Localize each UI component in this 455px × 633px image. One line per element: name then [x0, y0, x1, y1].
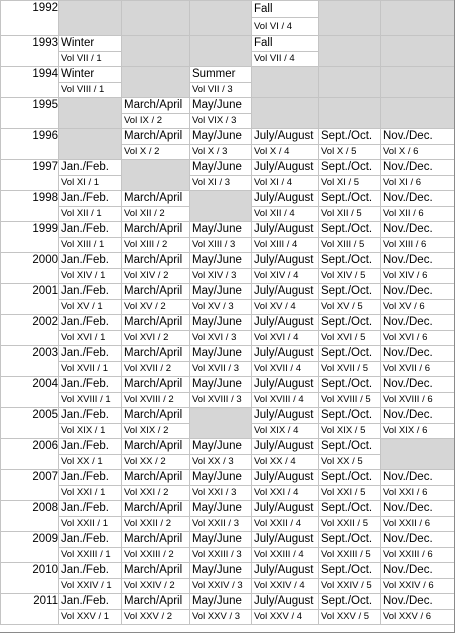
issue-volume-cell[interactable]: Vol XVII / 2: [122, 362, 190, 377]
issue-volume-cell[interactable]: Vol XXIII / 3: [190, 548, 252, 563]
issue-volume-cell[interactable]: Vol XII / 1: [59, 207, 122, 222]
year-row: [1, 563, 455, 579]
year-row: [1, 501, 455, 517]
issue-season-cell[interactable]: Sept./Oct.: [319, 160, 381, 176]
issue-volume-cell[interactable]: Vol XXV / 6: [381, 610, 455, 625]
issue-season-cell[interactable]: Jan./Feb.: [59, 532, 122, 548]
issue-season-cell[interactable]: Sept./Oct.: [319, 315, 381, 331]
issue-volume-cell[interactable]: Vol VIX / 3: [190, 114, 252, 129]
empty-cell[interactable]: [190, 36, 252, 67]
issue-season-cell[interactable]: July/August: [252, 408, 319, 424]
issue-season-cell[interactable]: March/April: [122, 129, 190, 145]
issue-volume-cell[interactable]: Vol XVII / 3: [190, 362, 252, 377]
year-cell[interactable]: 1997: [1, 160, 59, 191]
year-row: [1, 1, 455, 18]
year-cell[interactable]: 2007: [1, 470, 59, 501]
issue-volume-cell[interactable]: Vol XXII / 4: [252, 517, 319, 532]
issue-season-cell[interactable]: Sept./Oct.: [319, 346, 381, 362]
issue-volume-cell[interactable]: Vol XVI / 4: [252, 331, 319, 346]
issue-season-cell[interactable]: July/August: [252, 191, 319, 207]
year-cell[interactable]: 2005: [1, 408, 59, 439]
year-row: [1, 129, 455, 145]
issue-season-cell[interactable]: March/April: [122, 470, 190, 486]
issue-volume-cell[interactable]: Vol XXIII / 5: [319, 548, 381, 563]
issue-volume-cell[interactable]: Vol XV / 3: [190, 300, 252, 315]
empty-cell[interactable]: [319, 36, 381, 67]
issue-volume-cell[interactable]: Vol XIV / 3: [190, 269, 252, 284]
issue-volume-cell[interactable]: Vol XXIV / 3: [190, 579, 252, 594]
issue-volume-cell[interactable]: Vol X / 6: [381, 145, 455, 160]
issue-season-cell[interactable]: May/June: [190, 129, 252, 145]
year-row: [1, 36, 455, 52]
issue-season-cell[interactable]: Sept./Oct.: [319, 470, 381, 486]
year-row-volume: [1, 579, 455, 594]
issue-season-cell[interactable]: Sept./Oct.: [319, 532, 381, 548]
issue-season-cell[interactable]: May/June: [190, 532, 252, 548]
issue-volume-cell[interactable]: Vol XI / 4: [252, 176, 319, 191]
year-cell[interactable]: 2003: [1, 346, 59, 377]
issue-season-cell[interactable]: March/April: [122, 98, 190, 114]
issue-season-cell[interactable]: Jan./Feb.: [59, 377, 122, 393]
empty-cell[interactable]: [190, 1, 252, 36]
issue-volume-cell[interactable]: Vol XXII / 2: [122, 517, 190, 532]
issue-volume-cell[interactable]: Vol VII / 4: [252, 52, 319, 67]
issue-season-cell[interactable]: March/April: [122, 501, 190, 517]
issue-season-cell[interactable]: July/August: [252, 315, 319, 331]
issue-volume-cell[interactable]: Vol XXV / 1: [59, 610, 122, 625]
issue-season-cell[interactable]: May/June: [190, 594, 252, 610]
issue-season-cell[interactable]: May/June: [190, 98, 252, 114]
issue-volume-cell[interactable]: Vol XX / 5: [319, 455, 381, 470]
issue-season-cell[interactable]: Sept./Oct.: [319, 501, 381, 517]
year-row-volume: [1, 269, 455, 284]
year-cell[interactable]: 2000: [1, 253, 59, 284]
issue-season-cell[interactable]: Nov./Dec.: [381, 191, 455, 207]
year-row-volume: [1, 176, 455, 191]
issue-volume-cell[interactable]: Vol XIX / 6: [381, 424, 455, 439]
issue-volume-cell[interactable]: Vol XVI / 3: [190, 331, 252, 346]
issue-season-cell[interactable]: May/June: [190, 563, 252, 579]
empty-cell[interactable]: [190, 408, 252, 439]
issue-volume-cell[interactable]: Vol XXIII / 2: [122, 548, 190, 563]
issue-season-cell[interactable]: Nov./Dec.: [381, 346, 455, 362]
issue-season-cell[interactable]: Nov./Dec.: [381, 129, 455, 145]
issue-season-cell[interactable]: Nov./Dec.: [381, 253, 455, 269]
issue-season-cell[interactable]: July/August: [252, 501, 319, 517]
issue-volume-cell[interactable]: Vol XIII / 6: [381, 238, 455, 253]
issue-season-cell[interactable]: Sept./Oct.: [319, 129, 381, 145]
empty-cell[interactable]: [190, 191, 252, 222]
issue-volume-cell[interactable]: Vol XVIII / 5: [319, 393, 381, 408]
issue-season-cell[interactable]: March/April: [122, 222, 190, 238]
year-cell[interactable]: 1992: [1, 1, 59, 36]
issue-volume-cell[interactable]: Vol XIX / 2: [122, 424, 190, 439]
issue-season-cell[interactable]: July/August: [252, 129, 319, 145]
issue-volume-cell[interactable]: Vol XVII / 4: [252, 362, 319, 377]
issue-volume-cell[interactable]: Vol XI / 6: [381, 176, 455, 191]
year-row: [1, 98, 455, 114]
issue-volume-cell[interactable]: Vol XX / 2: [122, 455, 190, 470]
issue-season-cell[interactable]: Winter: [59, 36, 122, 52]
issue-volume-cell[interactable]: Vol XVI / 1: [59, 331, 122, 346]
year-cell[interactable]: 2006: [1, 439, 59, 470]
issue-volume-cell[interactable]: Vol XXIV / 6: [381, 579, 455, 594]
issue-season-cell[interactable]: July/August: [252, 532, 319, 548]
issue-volume-cell[interactable]: Vol XIV / 2: [122, 269, 190, 284]
empty-cell[interactable]: [59, 98, 122, 129]
issue-volume-cell[interactable]: Vol XV / 6: [381, 300, 455, 315]
issue-season-cell[interactable]: July/August: [252, 284, 319, 300]
issue-volume-cell[interactable]: Vol XIII / 4: [252, 238, 319, 253]
year-row-volume: [1, 517, 455, 532]
empty-cell[interactable]: [122, 67, 190, 98]
issue-volume-cell[interactable]: Vol XI / 1: [59, 176, 122, 191]
issue-volume-cell[interactable]: Vol XVII / 5: [319, 362, 381, 377]
year-row: [1, 594, 455, 610]
issue-volume-cell[interactable]: Vol XXI / 4: [252, 486, 319, 501]
year-row-volume: [1, 610, 455, 625]
issue-season-cell[interactable]: Jan./Feb.: [59, 594, 122, 610]
issue-season-cell[interactable]: Nov./Dec.: [381, 222, 455, 238]
year-row: [1, 284, 455, 300]
empty-cell[interactable]: [381, 67, 455, 98]
issue-season-cell[interactable]: Sept./Oct.: [319, 563, 381, 579]
year-cell[interactable]: 1994: [1, 67, 59, 98]
issue-volume-cell[interactable]: Vol XXV / 5: [319, 610, 381, 625]
issue-volume-cell[interactable]: Vol X / 4: [252, 145, 319, 160]
year-row: [1, 315, 455, 331]
issue-volume-cell[interactable]: Vol XXIII / 6: [381, 548, 455, 563]
issue-season-cell[interactable]: March/April: [122, 563, 190, 579]
empty-cell[interactable]: [319, 67, 381, 98]
issue-volume-cell[interactable]: Vol XXI / 2: [122, 486, 190, 501]
issue-season-cell[interactable]: Jan./Feb.: [59, 408, 122, 424]
year-row: [1, 160, 455, 176]
issue-season-cell[interactable]: Jan./Feb.: [59, 439, 122, 455]
empty-cell[interactable]: [381, 36, 455, 67]
issue-season-cell[interactable]: March/April: [122, 594, 190, 610]
year-row: [1, 408, 455, 424]
year-cell[interactable]: 2010: [1, 563, 59, 594]
year-row: [1, 470, 455, 486]
issue-season-cell[interactable]: May/June: [190, 439, 252, 455]
issue-season-cell[interactable]: Nov./Dec.: [381, 470, 455, 486]
issue-volume-cell[interactable]: Vol XVIII / 2: [122, 393, 190, 408]
year-row-volume: [1, 393, 455, 408]
empty-cell[interactable]: [122, 160, 190, 191]
issue-season-cell[interactable]: March/April: [122, 408, 190, 424]
issue-season-cell[interactable]: Nov./Dec.: [381, 315, 455, 331]
issue-volume-cell[interactable]: Vol XX / 4: [252, 455, 319, 470]
year-cell[interactable]: 1996: [1, 129, 59, 160]
issue-season-cell[interactable]: March/April: [122, 253, 190, 269]
issue-volume-cell[interactable]: Vol XVI / 2: [122, 331, 190, 346]
issue-season-cell[interactable]: Nov./Dec.: [381, 284, 455, 300]
issue-volume-cell[interactable]: Vol XX / 1: [59, 455, 122, 470]
issue-volume-cell[interactable]: Vol XVII / 6: [381, 362, 455, 377]
issue-season-cell[interactable]: March/April: [122, 346, 190, 362]
year-cell[interactable]: 1999: [1, 222, 59, 253]
issue-volume-cell[interactable]: Vol XIII / 2: [122, 238, 190, 253]
issue-season-cell[interactable]: July/August: [252, 470, 319, 486]
issue-season-cell[interactable]: Nov./Dec.: [381, 501, 455, 517]
issue-volume-cell[interactable]: Vol XIV / 1: [59, 269, 122, 284]
issue-season-cell[interactable]: Winter: [59, 67, 122, 83]
issue-season-cell[interactable]: Jan./Feb.: [59, 501, 122, 517]
issue-season-cell[interactable]: Sept./Oct.: [319, 408, 381, 424]
issue-season-cell[interactable]: May/June: [190, 253, 252, 269]
issue-volume-cell[interactable]: Vol XVIII / 1: [59, 393, 122, 408]
issue-season-cell[interactable]: Nov./Dec.: [381, 160, 455, 176]
year-row: [1, 439, 455, 455]
year-cell[interactable]: 2004: [1, 377, 59, 408]
issue-season-cell[interactable]: Jan./Feb.: [59, 346, 122, 362]
issue-season-cell[interactable]: Fall: [252, 36, 319, 52]
issue-season-cell[interactable]: May/June: [190, 160, 252, 176]
year-row: [1, 377, 455, 393]
issue-season-cell[interactable]: May/June: [190, 470, 252, 486]
issue-season-cell[interactable]: Nov./Dec.: [381, 408, 455, 424]
issue-season-cell[interactable]: Jan./Feb.: [59, 222, 122, 238]
issue-season-cell[interactable]: Sept./Oct.: [319, 377, 381, 393]
issue-season-cell[interactable]: May/June: [190, 222, 252, 238]
year-row-volume: [1, 486, 455, 501]
issue-volume-cell[interactable]: Vol XVI / 5: [319, 331, 381, 346]
issue-season-cell[interactable]: July/August: [252, 253, 319, 269]
issue-season-cell[interactable]: Sept./Oct.: [319, 439, 381, 455]
issue-volume-cell[interactable]: Vol XI / 3: [190, 176, 252, 191]
year-row: [1, 532, 455, 548]
empty-cell[interactable]: [59, 1, 122, 36]
empty-cell[interactable]: [319, 1, 381, 36]
issue-volume-cell[interactable]: Vol X / 2: [122, 145, 190, 160]
issue-volume-cell[interactable]: Vol XXV / 3: [190, 610, 252, 625]
issue-volume-cell[interactable]: Vol XVIII / 3: [190, 393, 252, 408]
issue-season-cell[interactable]: March/April: [122, 532, 190, 548]
issue-season-cell[interactable]: Jan./Feb.: [59, 253, 122, 269]
year-row: [1, 222, 455, 238]
issue-season-cell[interactable]: Sept./Oct.: [319, 191, 381, 207]
issue-volume-cell[interactable]: Vol XX / 3: [190, 455, 252, 470]
issue-volume-cell[interactable]: Vol XXII / 1: [59, 517, 122, 532]
issue-volume-cell[interactable]: Vol XIII / 3: [190, 238, 252, 253]
issue-season-cell[interactable]: Nov./Dec.: [381, 563, 455, 579]
issue-volume-cell[interactable]: Vol XXIII / 4: [252, 548, 319, 563]
issue-season-cell[interactable]: May/June: [190, 284, 252, 300]
issue-season-cell[interactable]: Jan./Feb.: [59, 315, 122, 331]
issue-season-cell[interactable]: July/August: [252, 439, 319, 455]
year-row-volume: [1, 300, 455, 315]
issue-season-cell[interactable]: July/August: [252, 160, 319, 176]
issue-season-cell[interactable]: May/June: [190, 346, 252, 362]
issue-volume-cell[interactable]: Vol XII / 4: [252, 207, 319, 222]
issue-volume-cell[interactable]: Vol XXV / 4: [252, 610, 319, 625]
issue-volume-cell[interactable]: Vol XIII / 1: [59, 238, 122, 253]
issue-volume-cell[interactable]: Vol XXIV / 2: [122, 579, 190, 594]
year-cell[interactable]: 1995: [1, 98, 59, 129]
issue-season-cell[interactable]: Nov./Dec.: [381, 532, 455, 548]
issue-volume-cell[interactable]: Vol XXI / 5: [319, 486, 381, 501]
issue-season-cell[interactable]: Nov./Dec.: [381, 594, 455, 610]
issue-volume-cell[interactable]: Vol XXIV / 5: [319, 579, 381, 594]
issue-volume-cell[interactable]: Vol XIII / 5: [319, 238, 381, 253]
issue-volume-cell[interactable]: Vol XIV / 5: [319, 269, 381, 284]
year-row: [1, 253, 455, 269]
issue-season-cell[interactable]: March/April: [122, 315, 190, 331]
issue-volume-cell[interactable]: Vol XIV / 4: [252, 269, 319, 284]
issue-volume-cell[interactable]: Vol VII / 3: [190, 83, 252, 98]
empty-cell[interactable]: [381, 1, 455, 36]
issue-volume-cell[interactable]: Vol X / 5: [319, 145, 381, 160]
empty-cell[interactable]: [381, 439, 455, 470]
empty-cell[interactable]: [381, 98, 455, 129]
issue-season-cell[interactable]: Nov./Dec.: [381, 377, 455, 393]
issue-volume-cell[interactable]: Vol XXI / 3: [190, 486, 252, 501]
year-cell[interactable]: 2008: [1, 501, 59, 532]
issue-season-cell[interactable]: Sept./Oct.: [319, 253, 381, 269]
year-cell[interactable]: 2011: [1, 594, 59, 625]
year-row-volume: [1, 238, 455, 253]
year-cell[interactable]: 2009: [1, 532, 59, 563]
issue-volume-cell[interactable]: Vol XXI / 6: [381, 486, 455, 501]
issue-volume-cell[interactable]: Vol XIX / 4: [252, 424, 319, 439]
empty-cell[interactable]: [252, 98, 319, 129]
issue-volume-cell[interactable]: Vol XIV / 6: [381, 269, 455, 284]
year-row-volume: [1, 331, 455, 346]
issue-volume-cell[interactable]: Vol XII / 2: [122, 207, 190, 222]
issue-volume-cell[interactable]: Vol VIII / 1: [59, 83, 122, 98]
issue-volume-cell[interactable]: Vol XVI / 6: [381, 331, 455, 346]
issue-season-cell[interactable]: March/April: [122, 284, 190, 300]
issue-volume-cell[interactable]: Vol XI / 5: [319, 176, 381, 191]
issue-season-cell[interactable]: March/April: [122, 377, 190, 393]
issue-season-cell[interactable]: Fall: [252, 1, 319, 18]
issue-season-cell[interactable]: May/June: [190, 501, 252, 517]
issue-volume-cell[interactable]: Vol XXI / 1: [59, 486, 122, 501]
issue-season-cell[interactable]: May/June: [190, 315, 252, 331]
issue-volume-cell[interactable]: Vol XV / 1: [59, 300, 122, 315]
issue-volume-cell[interactable]: Vol XXII / 5: [319, 517, 381, 532]
issue-volume-cell[interactable]: Vol XXIV / 1: [59, 579, 122, 594]
year-cell[interactable]: 1993: [1, 36, 59, 67]
issue-volume-cell[interactable]: Vol XVIII / 6: [381, 393, 455, 408]
empty-cell[interactable]: [252, 67, 319, 98]
issue-season-cell[interactable]: Sept./Oct.: [319, 222, 381, 238]
issue-volume-cell[interactable]: Vol VI / 4: [252, 18, 319, 36]
issue-volume-cell[interactable]: Vol XV / 2: [122, 300, 190, 315]
issue-season-cell[interactable]: Jan./Feb.: [59, 470, 122, 486]
issue-season-cell[interactable]: July/August: [252, 222, 319, 238]
issue-season-cell[interactable]: Jan./Feb.: [59, 563, 122, 579]
issue-volume-cell[interactable]: Vol XXIII / 1: [59, 548, 122, 563]
year-row-volume: [1, 362, 455, 377]
issue-volume-cell[interactable]: Vol XXIV / 4: [252, 579, 319, 594]
issue-season-cell[interactable]: Sept./Oct.: [319, 594, 381, 610]
issue-volume-cell[interactable]: Vol XXV / 2: [122, 610, 190, 625]
issue-volume-cell[interactable]: Vol XIX / 5: [319, 424, 381, 439]
empty-cell[interactable]: [59, 129, 122, 160]
year-cell[interactable]: 2001: [1, 284, 59, 315]
issue-volume-cell[interactable]: Vol XV / 4: [252, 300, 319, 315]
issue-season-cell[interactable]: Jan./Feb.: [59, 284, 122, 300]
year-cell[interactable]: 2002: [1, 315, 59, 346]
year-cell[interactable]: 1998: [1, 191, 59, 222]
issue-volume-cell[interactable]: Vol VII / 1: [59, 52, 122, 67]
issue-volume-cell[interactable]: Vol XVII / 1: [59, 362, 122, 377]
year-row-volume: [1, 548, 455, 563]
empty-cell[interactable]: [319, 98, 381, 129]
year-row: [1, 191, 455, 207]
issue-season-cell[interactable]: March/April: [122, 439, 190, 455]
issue-volume-cell[interactable]: Vol XV / 5: [319, 300, 381, 315]
issue-volume-cell[interactable]: Vol XXII / 6: [381, 517, 455, 532]
issue-volume-cell[interactable]: Vol X / 3: [190, 145, 252, 160]
issue-season-cell[interactable]: July/August: [252, 563, 319, 579]
year-row: [1, 346, 455, 362]
empty-cell[interactable]: [122, 36, 190, 67]
issue-volume-cell[interactable]: Vol XIX / 1: [59, 424, 122, 439]
issue-season-cell[interactable]: Jan./Feb.: [59, 160, 122, 176]
issue-volume-cell[interactable]: Vol XII / 5: [319, 207, 381, 222]
issue-volume-cell[interactable]: Vol IX / 2: [122, 114, 190, 129]
issue-season-cell[interactable]: July/August: [252, 346, 319, 362]
empty-cell[interactable]: [122, 1, 190, 36]
issue-season-cell[interactable]: Sept./Oct.: [319, 284, 381, 300]
issue-volume-cell[interactable]: Vol XVIII / 4: [252, 393, 319, 408]
issue-season-cell[interactable]: May/June: [190, 377, 252, 393]
year-row: [1, 67, 455, 83]
issue-season-cell[interactable]: March/April: [122, 191, 190, 207]
issue-volume-cell[interactable]: Vol XII / 6: [381, 207, 455, 222]
issue-season-cell[interactable]: Summer: [190, 67, 252, 83]
issue-season-cell[interactable]: July/August: [252, 377, 319, 393]
issue-season-cell[interactable]: Jan./Feb.: [59, 191, 122, 207]
issue-volume-cell[interactable]: Vol XXII / 3: [190, 517, 252, 532]
issue-season-cell[interactable]: July/August: [252, 594, 319, 610]
